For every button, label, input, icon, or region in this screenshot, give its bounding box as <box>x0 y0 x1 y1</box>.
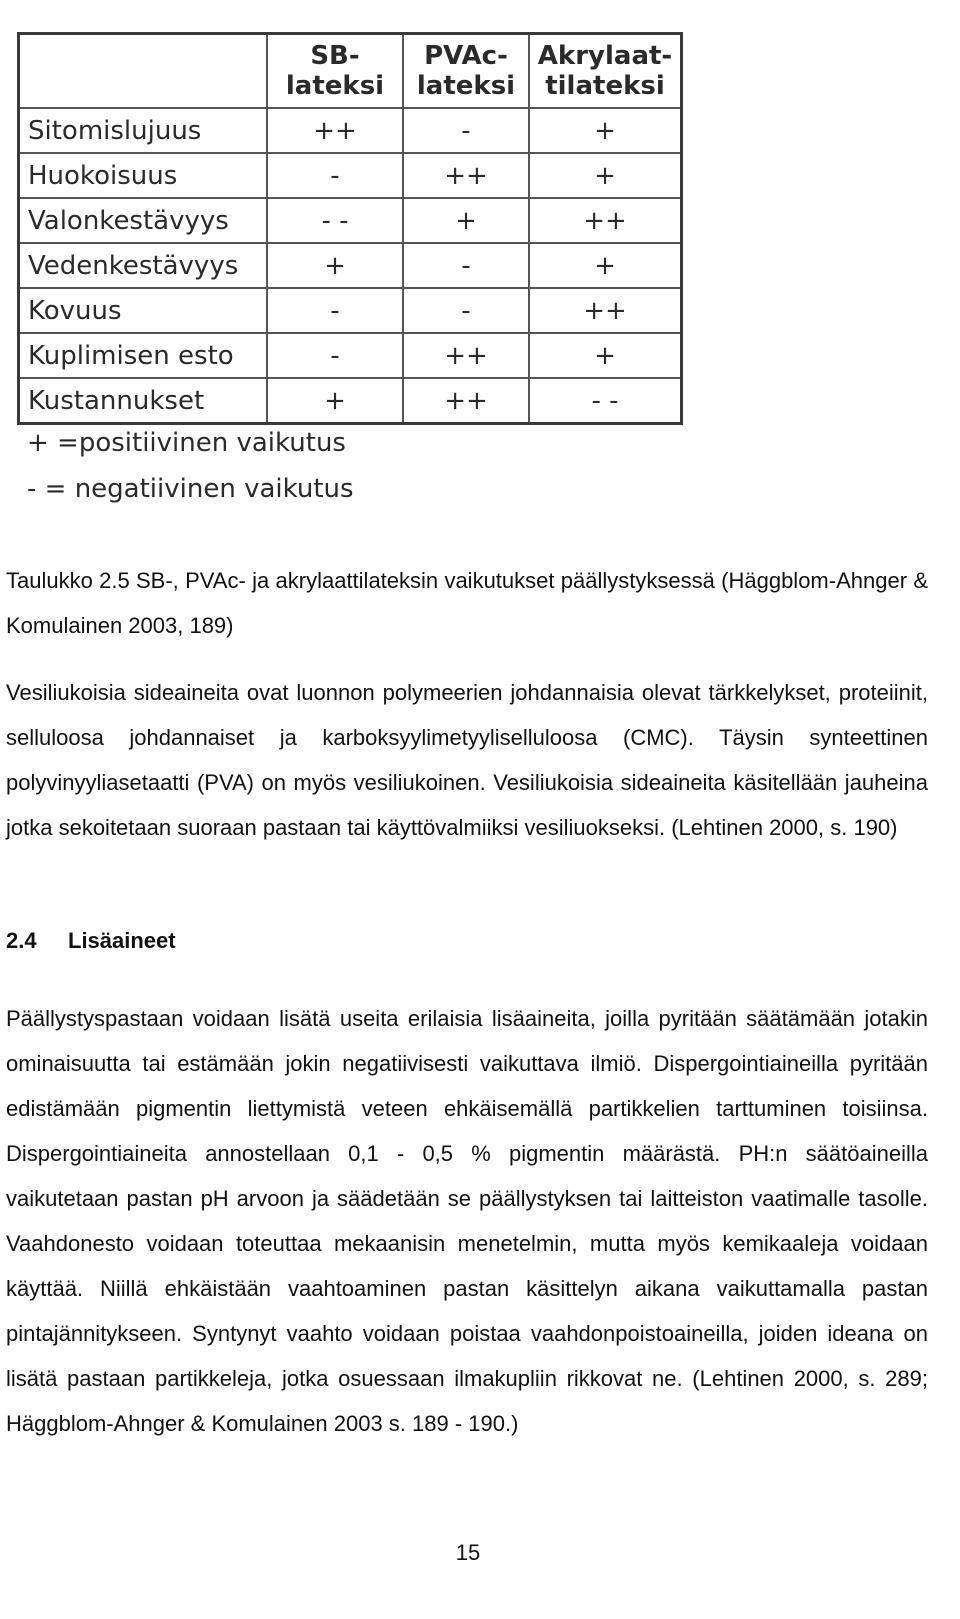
header-acrylate-latex: Akrylaat- tilateksi <box>529 34 682 109</box>
table-caption: Taulukko 2.5 SB-, PVAc- ja akrylaattilateksin vaikutukset päällystyksessä (Häggblom-Ahnger & Komulainen 2003, 189) <box>6 568 928 638</box>
cell-value: + <box>267 243 403 288</box>
cell-value: - - <box>267 198 403 243</box>
row-label: Kustannukset <box>19 378 268 424</box>
cell-value: - <box>267 333 403 378</box>
cell-value: ++ <box>529 288 682 333</box>
header-corner-cell <box>19 34 268 109</box>
header-sb-latex: SB- lateksi <box>267 34 403 109</box>
page-number: 15 <box>455 1540 481 1565</box>
cell-value: - <box>403 108 529 153</box>
body-paragraph: Vesiliukoisia sideaineita ovat luonnon polymeerien johdannaisia olevat tärkkelykset, proteiinit, selluloosa johdannaiset ja karboksyylimetyyliselluloosa (CMC). Täysin synteettinen polyvinyyliasetaatti (PVA) on myös vesiliukoinen. Vesiliukoisia sideaineita käsitellään jauheina jotka sekoitetaan suoraan pastaan tai käyttövalmiiksi vesiliuokseksi. (Lehtinen 2000, s. 190) <box>6 680 928 840</box>
table-row <box>19 153 682 198</box>
table-row <box>19 333 682 378</box>
cell-value: + <box>529 108 682 153</box>
header-pvac-latex: PVAc- lateksi <box>403 34 529 109</box>
table-row <box>19 288 682 333</box>
legend-positive: + =positiivinen vaikutus <box>27 428 346 458</box>
cell-value: - <box>403 288 529 333</box>
cell-value: + <box>529 153 682 198</box>
table-row <box>19 243 682 288</box>
body-paragraph: Päällystyspastaan voidaan lisätä useita erilaisia lisäaineita, joilla pyritään säätämään jotakin ominaisuutta tai estämään jokin negatiivisesti vaikuttava ilmiö. Dispergointiaineilla pyritään edistämään pigmentin liettymistä veteen ehkäisemällä partikkelien tarttuminen toisiinsa. Dispergointiaineita annostellaan 0,1 - 0,5 % pigmentin määrästä. PH:n säätöaineilla vaikutetaan pastan pH arvoon ja säädetään se päällystyksen tai laitteiston vaatimalle tasolle. Vaahdonesto voidaan toteuttaa mekaanisin menetelmin, mutta myös kemikaaleja voidaan käyttää. Niillä ehkäistään vaahtoaminen pastan käsittelyn aikana vaikuttamalla pastan pintajännitykseen. Syntynyt vaahto voidaan poistaa vaahdonpoistoaineilla, joiden ideana on lisätä pastaan partikkeleja, jotka osuessaan ilmakupliin rikkovat ne. (Lehtinen 2000, s. 289; Häggblom-Ahnger & Komulainen 2003 s. 189 - 190.) <box>6 1006 928 1436</box>
cell-value: - <box>267 288 403 333</box>
cell-value: ++ <box>403 333 529 378</box>
row-label: Huokoisuus <box>19 153 268 198</box>
cell-value: - <box>267 153 403 198</box>
cell-value: + <box>267 378 403 424</box>
section-number: 2.4 <box>6 928 37 953</box>
legend-negative: - = negatiivinen vaikutus <box>27 474 354 504</box>
cell-value: - <box>403 243 529 288</box>
table-row <box>19 378 682 424</box>
cell-value: - - <box>529 378 682 424</box>
row-label: Valonkestävyys <box>19 198 268 243</box>
row-label: Vedenkestävyys <box>19 243 268 288</box>
cell-value: + <box>403 198 529 243</box>
cell-value: ++ <box>403 153 529 198</box>
cell-value: ++ <box>267 108 403 153</box>
row-label: Kuplimisen esto <box>19 333 268 378</box>
row-label: Kovuus <box>19 288 268 333</box>
table-row <box>19 108 682 153</box>
cell-value: + <box>529 333 682 378</box>
row-label: Sitomislujuus <box>19 108 268 153</box>
latex-properties-table <box>17 32 683 425</box>
table-header-row <box>19 34 682 109</box>
table-row <box>19 198 682 243</box>
section-title: Lisäaineet <box>68 928 176 953</box>
section-heading <box>6 926 176 956</box>
cell-value: ++ <box>529 198 682 243</box>
cell-value: + <box>529 243 682 288</box>
cell-value: ++ <box>403 378 529 424</box>
